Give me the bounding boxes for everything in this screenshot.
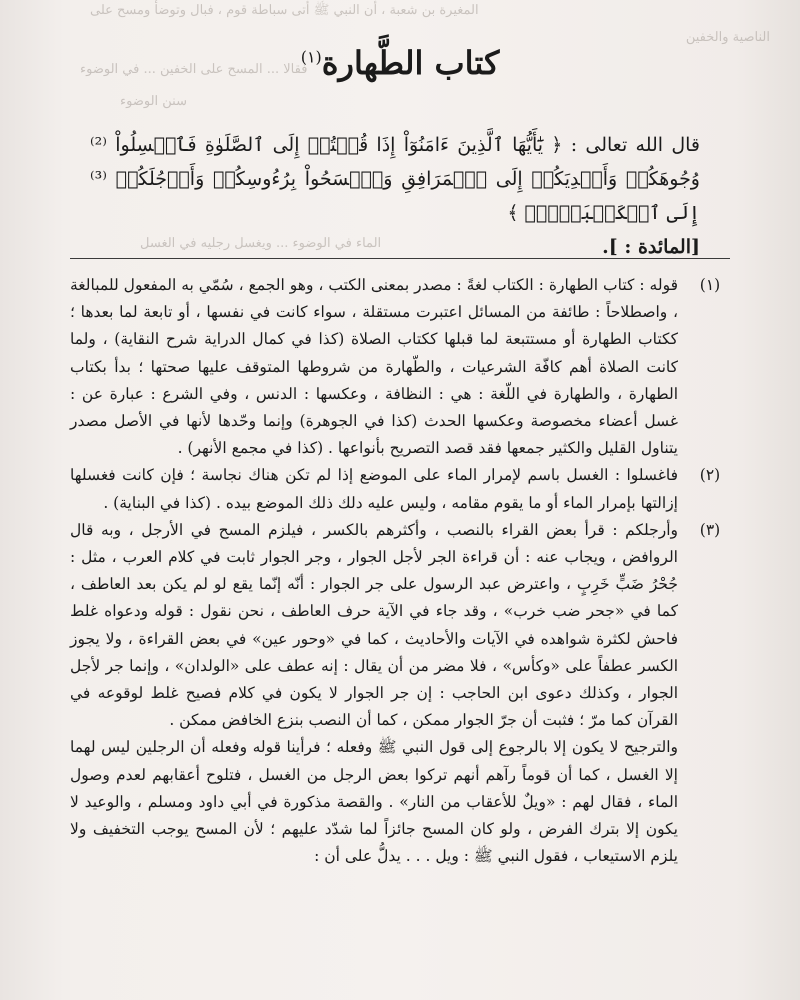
- bleed-through-text: الناصية والخفين: [685, 30, 770, 45]
- chapter-title: [0, 44, 800, 82]
- bleed-through-text: الماء في الوضوء ... ويغسل رجليه في الغسل: [140, 236, 382, 251]
- footnote-text: قوله : كتاب الطهارة : الكتاب لغةً : مصدر بمعنى الكتب ، وهو الجمع ، سُمّي به المفعول للمبالغة ، واصطلاحاً : طائفة من المسائل اعتبرت مستقلة ، سواء كانت في نفسها ، أو تابعة لما بعدها ؛ ككتاب الطهارة أو مستتبعة لما قبلها ككتاب الصلاة (كذا في كمال الدراية شرح النقاية) ، ولما كانت الصلاة أهم كافّة الشرعيات ، والطّهارة من شروطها المتوقف عليها صحتها ؛ بدأ بكتاب الطهارة ، والطهارة في اللّغة : هي : النظافة ، وعكسها : الدنس ، وفي الشرع : عبارة عن : غسل أعضاء مخصوصة وعكسها الحدث (كذا في الجوهرة) وإنما وحّدها لأنها في الأصل مصدر يتناول القليل والكثير جمعها فقد قصد التصريح بأنواعها . (كذا في مجمع الأنهر) .: [70, 276, 678, 458]
- footnote-number: (٢): [699, 466, 721, 485]
- footnote-text: فاغسلوا : الغسل باسم لإمرار الماء على الموضع إذا لم تكن هناك نجاسة ؛ فإن كانت فغسلها إزالتها بإمرار الماء أو ما يقوم مقامه ، وليس عليه دلك ذلك الموضع بيده . (كذا في البناية) .: [70, 466, 678, 512]
- footnote-divider: [70, 258, 730, 259]
- bleed-through-text: سنن الوضوء: [120, 94, 187, 109]
- footnote-2: [70, 462, 730, 516]
- chapter-title-text: كتاب الطَّهارة: [321, 44, 500, 82]
- footnote-3: [70, 517, 730, 871]
- bleed-through-text: المغيرة بن شعبة ، أن النبي ﷺ أتى سباطة قوم ، فبال وتوضأ ومسح على: [90, 3, 479, 18]
- footnote-1: [70, 272, 730, 462]
- footnotes: [70, 272, 730, 870]
- footnote-number: (٣): [699, 520, 721, 539]
- footnote-text-continued: والترجيح لا يكون إلا بالرجوع إلى قول النبي ﷺ وفعله ؛ فرأينا قوله وفعله أن الرجلين ليس لهما إلا الغسل ، كما أن قوماً رآهم أنهم تركوا بعض الرجل من الغسل ، فتلوح أعقابهم لعدم وصول الماء ، فقال لهم : «ويلٌ للأعقاب من النار» . والقصة مذكورة في أبي داود ومسلم ، والوعيد لا يكون إلا بترك الفرض ، ولو كان المسح جائزاً لما شدّد عليهم ؛ لأن المسح يوجب التخفيف ولا يلزم الاستيعاب ، فقول النبي ﷺ : ويل . . . يدلُّ على أن :: [70, 738, 678, 866]
- footnote-text: وأرجلكم : قرأ بعض القراء بالنصب ، وأكثرهم بالكسر ، فيلزم المسح في الأرجل ، وبه قال الروافض ، ويجاب عنه : أن قراءة الجر لأجل الجوار ، وجر الجوار ثابت في كلام العرب ، مثل : جُحْرُ ضَبٍّ خَرِبٍ ، واعترض عبد الرسول على جر الجوار : أنّه إنّما يقع لو لم يكن بعد العاطف ، كما في «جحر ضب خرب» ، وقد جاء في الآية حرف العاطف ، نحن نقول : قوله ودعواه غلط فاحش لكثرة شواهده في الآيات والأحاديث ، كما في «وحور عين» في بعض القراءة ، ولا يجوز الكسر عطفاً على «وكأس» ، فلا مضر من أن يقال : إنه عطف على «الولدان» ، وإنما جر لأجل الجوار ، وكذلك دعوى ابن الحاجب : إن جر الجوار لا يكون في كلام فصيح غلط لوقوعه في القرآن كما مرّ ؛ فثبت أن جرّ الجوار ممكن ، كما أن النصب بنزع الخافض ممكن .: [70, 520, 678, 730]
- verse-intro: قال الله تعالى :: [562, 134, 700, 156]
- verse-source: [المائدة : ].: [602, 236, 700, 258]
- footnote-number: (١): [699, 276, 721, 294]
- quran-verse-block: [90, 128, 700, 264]
- chapter-title-footnote-ref: (١): [300, 47, 322, 67]
- quran-verse-text: ﴿ يَٰٓأَيُّهَا ٱلَّذِينَ ءَامَنُوٓاْ إِذَا قُمۡتُمۡ إِلَى ٱلصَّلَوٰةِ فَٱغۡسِلُواْ ⁽²⁾ وُجُوهَكُمۡ وَأَيۡدِيَكُمۡ إِلَى ٱلۡمَرَافِقِ وَٱمۡسَحُواْ بِرُءُوسِكُمۡ وَأَرۡجُلَكُمۡ ⁽³⁾ إِلَى ٱلۡكَعۡبَيۡنِۚ ﴾: [90, 134, 700, 224]
- bleed-through-text: فقالا ... المسح على الخفين ... في الوضوء: [80, 62, 308, 77]
